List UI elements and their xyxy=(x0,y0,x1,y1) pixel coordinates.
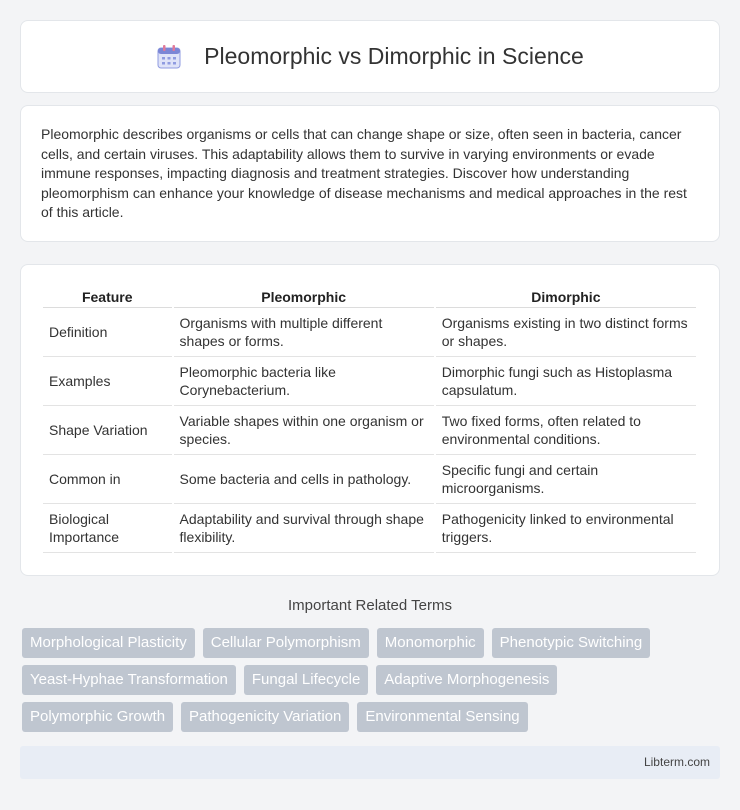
table-row xyxy=(43,308,696,357)
intro-card xyxy=(20,105,720,242)
table-cell-dimorphic: Organisms existing in two distinct forms or shapes. xyxy=(436,308,696,357)
table-header-row xyxy=(43,285,696,308)
related-term-tag[interactable]: Environmental Sensing xyxy=(357,702,527,732)
table-cell-pleomorphic: Some bacteria and cells in pathology. xyxy=(174,455,434,504)
table-row xyxy=(43,455,696,504)
related-term-tag[interactable]: Adaptive Morphogenesis xyxy=(376,665,557,695)
calendar-icon xyxy=(156,44,182,70)
related-term-tag[interactable]: Phenotypic Switching xyxy=(492,628,651,658)
comparison-table-card xyxy=(20,264,720,576)
page-title: Pleomorphic vs Dimorphic in Science xyxy=(204,43,584,69)
related-term-tag[interactable]: Morphological Plasticity xyxy=(22,628,195,658)
table-row xyxy=(43,406,696,455)
table-row xyxy=(43,504,696,553)
table-cell-dimorphic: Dimorphic fungi such as Histoplasma capsulatum. xyxy=(436,357,696,406)
table-cell-pleomorphic: Organisms with multiple different shapes or forms. xyxy=(174,308,434,357)
table-cell-pleomorphic: Pleomorphic bacteria like Corynebacterium. xyxy=(174,357,434,406)
header-dimorphic: Dimorphic xyxy=(436,285,696,308)
table-cell-feature: Definition xyxy=(43,308,172,357)
table-cell-pleomorphic: Variable shapes within one organism or species. xyxy=(174,406,434,455)
header-pleomorphic: Pleomorphic xyxy=(174,285,434,308)
related-term-tag[interactable]: Pathogenicity Variation xyxy=(181,702,349,732)
comparison-table xyxy=(41,285,698,553)
related-terms-heading: Important Related Terms xyxy=(288,597,452,614)
related-term-tag[interactable]: Polymorphic Growth xyxy=(22,702,173,732)
table-cell-pleomorphic: Adaptability and survival through shape flexibility. xyxy=(174,504,434,553)
intro-text: Pleomorphic describes organisms or cells that can change shape or size, often seen in bacteria, cancer cells, and certain viruses. This adaptability allows them to survive in varying environments or evade immune responses, impacting diagnosis and treatment strategies. Discover how understanding pleomorphism can enhance your knowledge of disease mechanisms and medical approaches in the rest of this article. xyxy=(41,126,687,220)
related-terms-list xyxy=(22,628,722,739)
table-row xyxy=(43,357,696,406)
table-cell-feature: Shape Variation xyxy=(43,406,172,455)
table-cell-dimorphic: Two fixed forms, often related to environmental conditions. xyxy=(436,406,696,455)
title-card xyxy=(20,20,720,93)
table-cell-feature: Common in xyxy=(43,455,172,504)
related-term-tag[interactable]: Fungal Lifecycle xyxy=(244,665,368,695)
tag-row xyxy=(22,702,722,732)
footer-brand-link[interactable]: Libterm.com xyxy=(643,755,710,769)
table-cell-dimorphic: Specific fungi and certain microorganisms. xyxy=(436,455,696,504)
footer xyxy=(20,746,720,779)
table-cell-dimorphic: Pathogenicity linked to environmental triggers. xyxy=(436,504,696,553)
table-cell-feature: Examples xyxy=(43,357,172,406)
related-term-tag[interactable]: Cellular Polymorphism xyxy=(203,628,369,658)
related-term-tag[interactable]: Monomorphic xyxy=(377,628,484,658)
tag-row xyxy=(22,628,722,658)
related-term-tag[interactable]: Yeast-Hyphae Transformation xyxy=(22,665,236,695)
table-cell-feature: Biological Importance xyxy=(43,504,172,553)
tag-row xyxy=(22,665,722,695)
header-feature: Feature xyxy=(43,285,172,308)
